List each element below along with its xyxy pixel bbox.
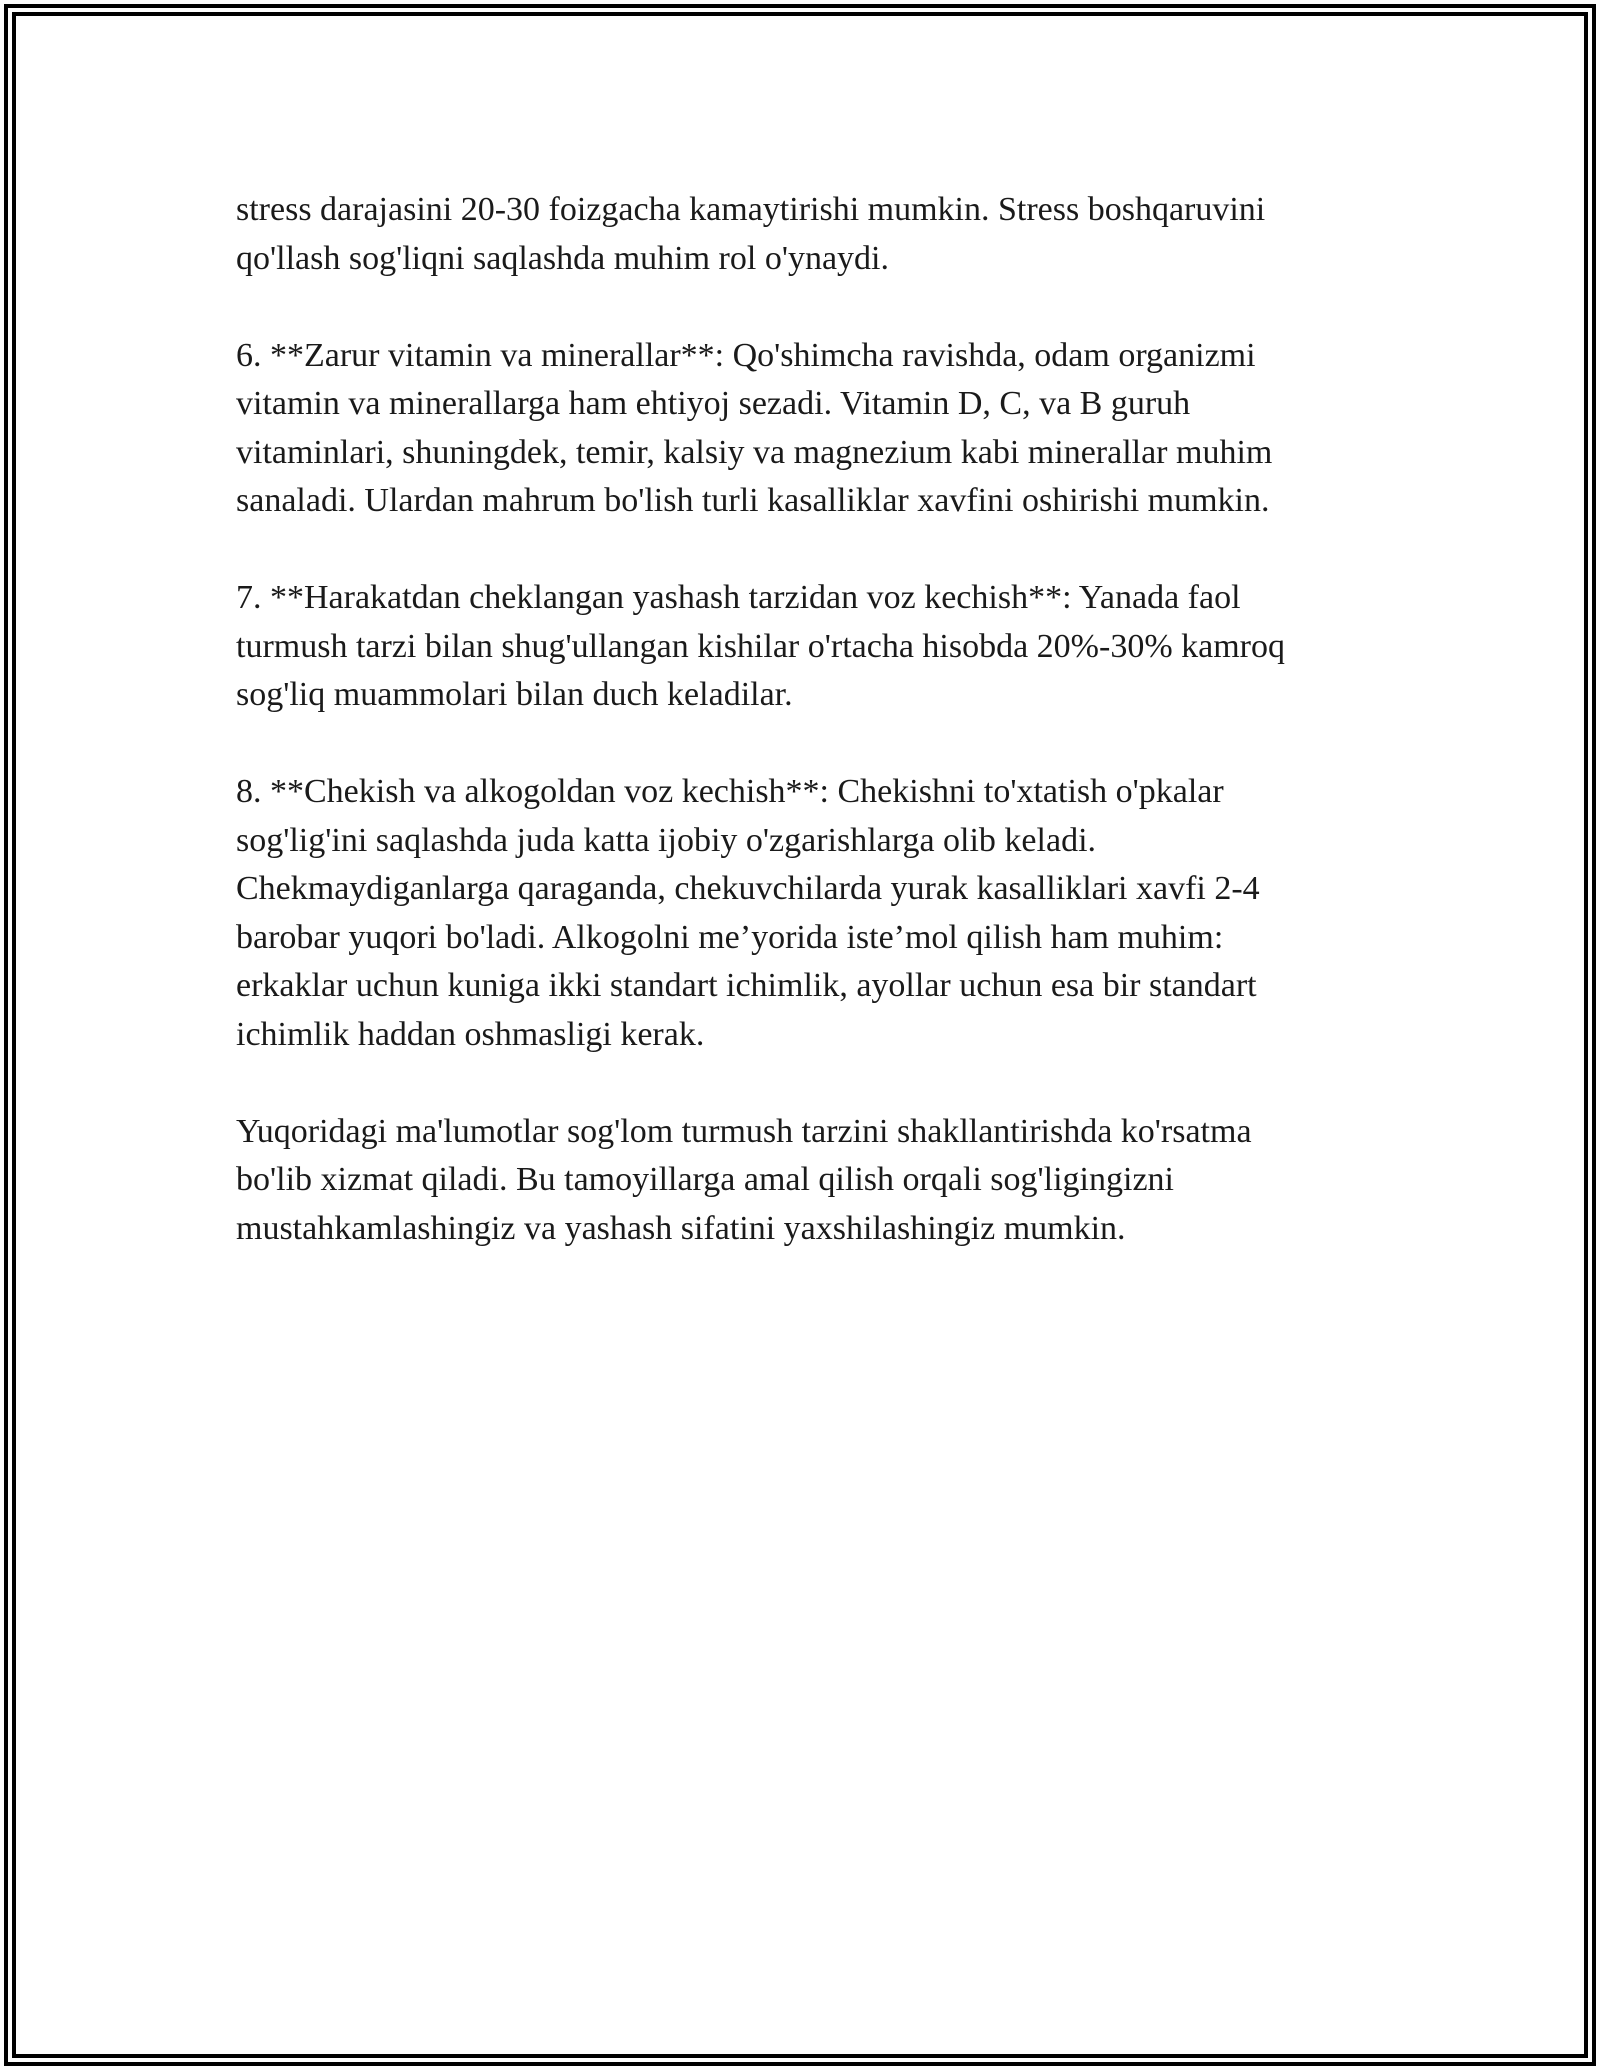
paragraph-stress-continuation: stress darajasini 20-30 foizgacha kamaytirishi mumkin. Stress boshqaruvini qo'llash sog'liqni saqlashda muhim rol o'ynaydi. (236, 191, 1266, 277)
document-body (236, 186, 1386, 1302)
paragraph-conclusion: Yuqoridagi ma'lumotlar sog'lom turmush tarzini shakllantirishda ko'rsatma bo'lib xizmat qiladi. Bu tamoyillarga amal qilish orqali sog'ligingizni mustahkamlashingiz va yashash sifatini yaxshilashingiz mumkin. (236, 1112, 1252, 1247)
paragraph-vitamins-minerals: 6. **Zarur vitamin va minerallar**: Qo'shimcha ravishda, odam organizmi vitamin va minerallarga ham ehtiyoj sezadi. Vitamin D, C, va B guruh vitaminlari, shuningdek, temir, kalsiy va magnezium kabi minerallar muhim sanaladi. Ulardan mahrum bo'lish turli kasalliklar xavfini oshirishi mumkin. (236, 336, 1273, 519)
paragraph-active-lifestyle: 7. **Harakatdan cheklangan yashash tarzidan voz kechish**: Yanada faol turmush tarzi bilan shug'ullangan kishilar o'rtacha hisobda 20%-30% kamroq sog'liq muammolari bilan duch keladilar. (236, 579, 1286, 713)
paragraph-smoking-alcohol: 8. **Chekish va alkogoldan voz kechish**: Chekishni to'xtatish o'pkalar sog'lig'ini saqlashda juda katta ijobiy o'zgarishlarga olib keladi. Chekmaydiganlarga qaraganda, chekuvchilarda yurak kasalliklari xavfi 2-4 barobar yuqori bo'ladi. Alkogolni me’yorida iste’mol qilish ham muhim: erkaklar uchun kuniga ikki standart ichimlik, ayollar uchun esa bir standart ichimlik haddan oshmasligi kerak. (236, 773, 1260, 1053)
